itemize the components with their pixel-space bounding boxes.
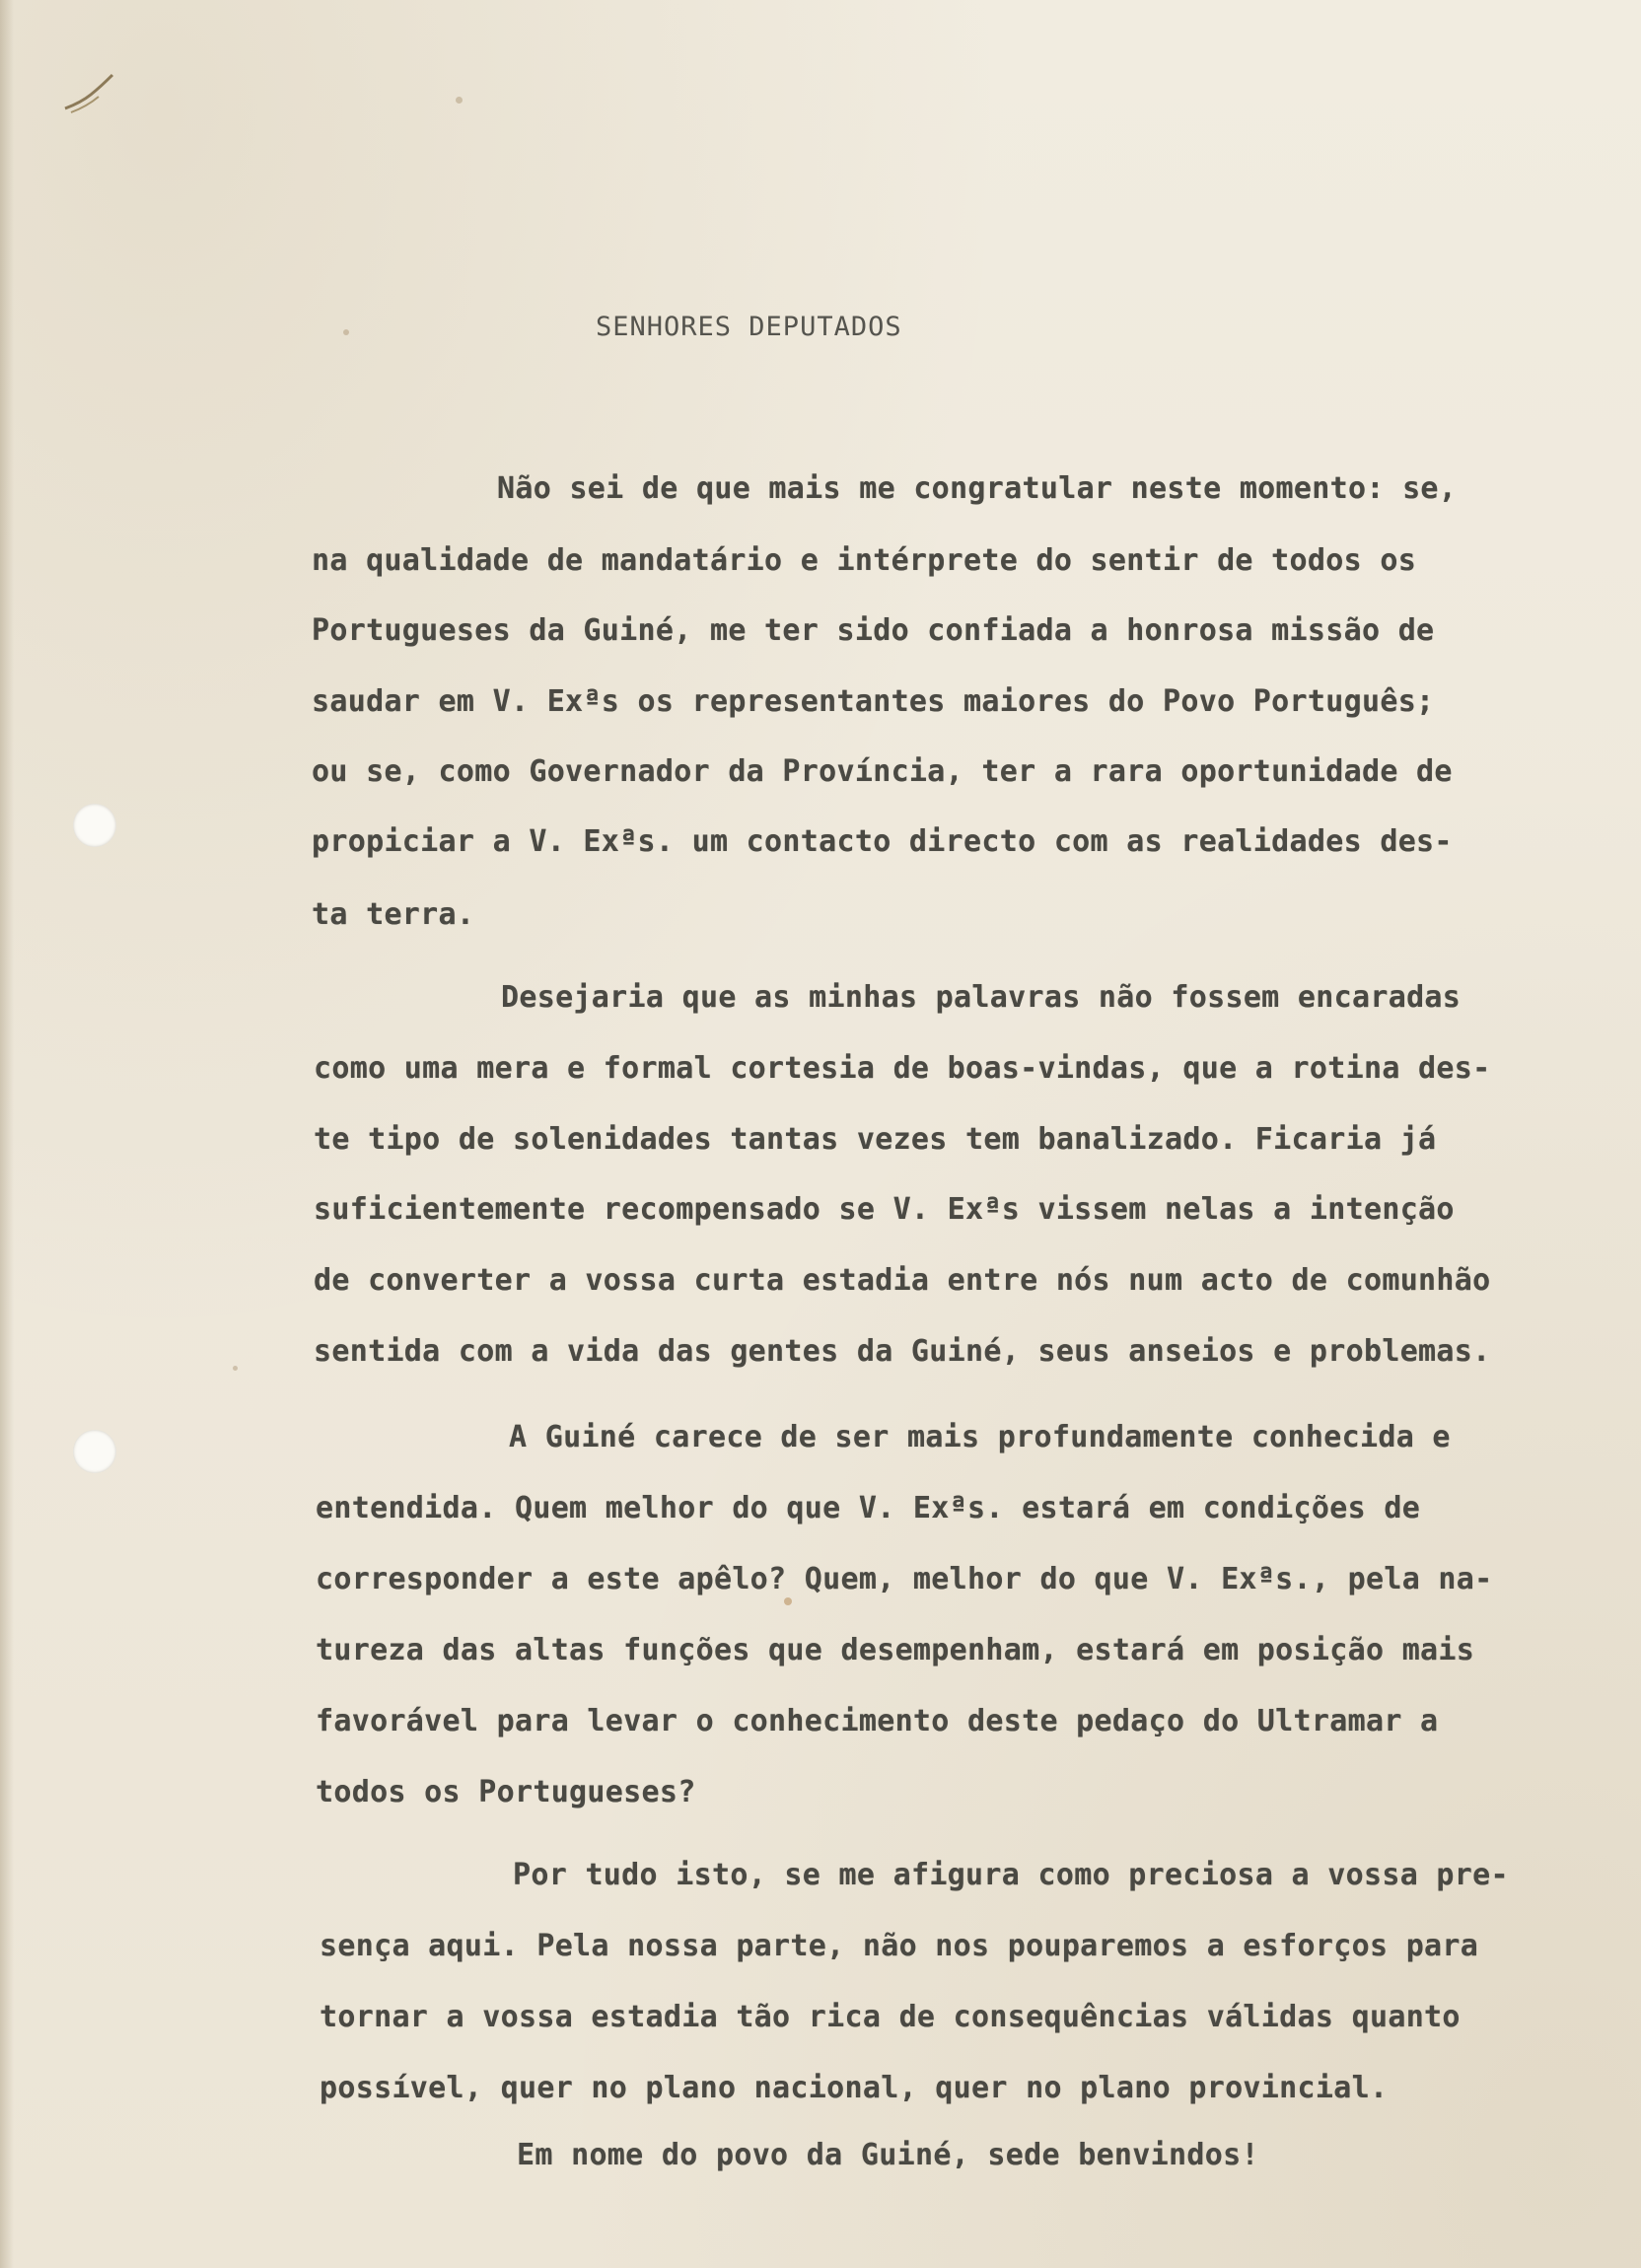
paragraph-2-line-4: suficientemente recompensado se V. Exªs vissem nelas a intenção [314,1192,1455,1227]
paper-stain-dot [233,1366,238,1371]
paper-stain-dot [343,329,349,335]
paragraph-1-line-6: propiciar a V. Exªs. um contacto directo com as realidades des- [312,824,1453,859]
punch-hole [73,1430,116,1473]
closing-greeting: Em nome do povo da Guiné, sede benvindos! [517,2138,1259,2172]
paragraph-2-line-1: Desejaria que as minhas palavras não fossem encaradas [501,980,1462,1015]
paragraph-1-line-3: Portugueses da Guiné, me ter sido confiada a honrosa missão de [312,613,1435,648]
paragraph-1-line-7: ta terra. [312,897,475,932]
paper-stain-dot [784,1597,792,1605]
paragraph-3-line-2: entendida. Quem melhor do que V. Exªs. estará em condições de [316,1491,1421,1525]
paragraph-1-line-2: na qualidade de mandatário e intérprete do sentir de todos os [312,543,1417,578]
paragraph-3-line-6: todos os Portugueses? [316,1775,696,1809]
paragraph-3-line-1: A Guiné carece de ser mais profundamente conhecida e [509,1420,1451,1454]
paragraph-1-line-4: saudar em V. Exªs os representantes maiores do Povo Português; [312,684,1435,719]
paragraph-2-line-6: sentida com a vida das gentes da Guiné, seus anseios e problemas. [314,1334,1491,1369]
paragraph-1-line-1: Não sei de que mais me congratular neste momento: se, [497,471,1458,506]
paragraph-4-line-2: sença aqui. Pela nossa parte, não nos pouparemos a esforços para [320,1929,1479,1963]
paragraph-2-line-5: de converter a vossa curta estadia entre nós num acto de comunhão [314,1263,1491,1298]
paragraph-1-line-5: ou se, como Governador da Província, ter a rara oportunidade de [312,754,1453,789]
paragraph-2-line-3: te tipo de solenidades tantas vezes tem banalizado. Ficaria já [314,1122,1437,1157]
paragraph-4-line-4: possível, quer no plano nacional, quer no plano provincial. [320,2071,1389,2105]
punch-hole [73,804,116,847]
paper-fold-mark [61,69,140,118]
paragraph-4-line-1: Por tudo isto, se me afigura como preciosa a vossa pre- [513,1858,1509,1892]
page-edge-shadow [0,0,14,2268]
document-title: SENHORES DEPUTADOS [596,312,902,342]
paragraph-3-line-4: tureza das altas funções que desempenham, estará em posição mais [316,1633,1475,1667]
paper-stain-dot [456,97,463,104]
paragraph-2-line-2: como uma mera e formal cortesia de boas-vindas, que a rotina des- [314,1051,1491,1086]
paragraph-3-line-3: corresponder a este apêlo? Quem, melhor do que V. Exªs., pela na- [316,1562,1493,1596]
paragraph-3-line-5: favorável para levar o conhecimento deste pedaço do Ultramar a [316,1704,1439,1738]
paragraph-4-line-3: tornar a vossa estadia tão rica de consequências válidas quanto [320,2000,1461,2034]
